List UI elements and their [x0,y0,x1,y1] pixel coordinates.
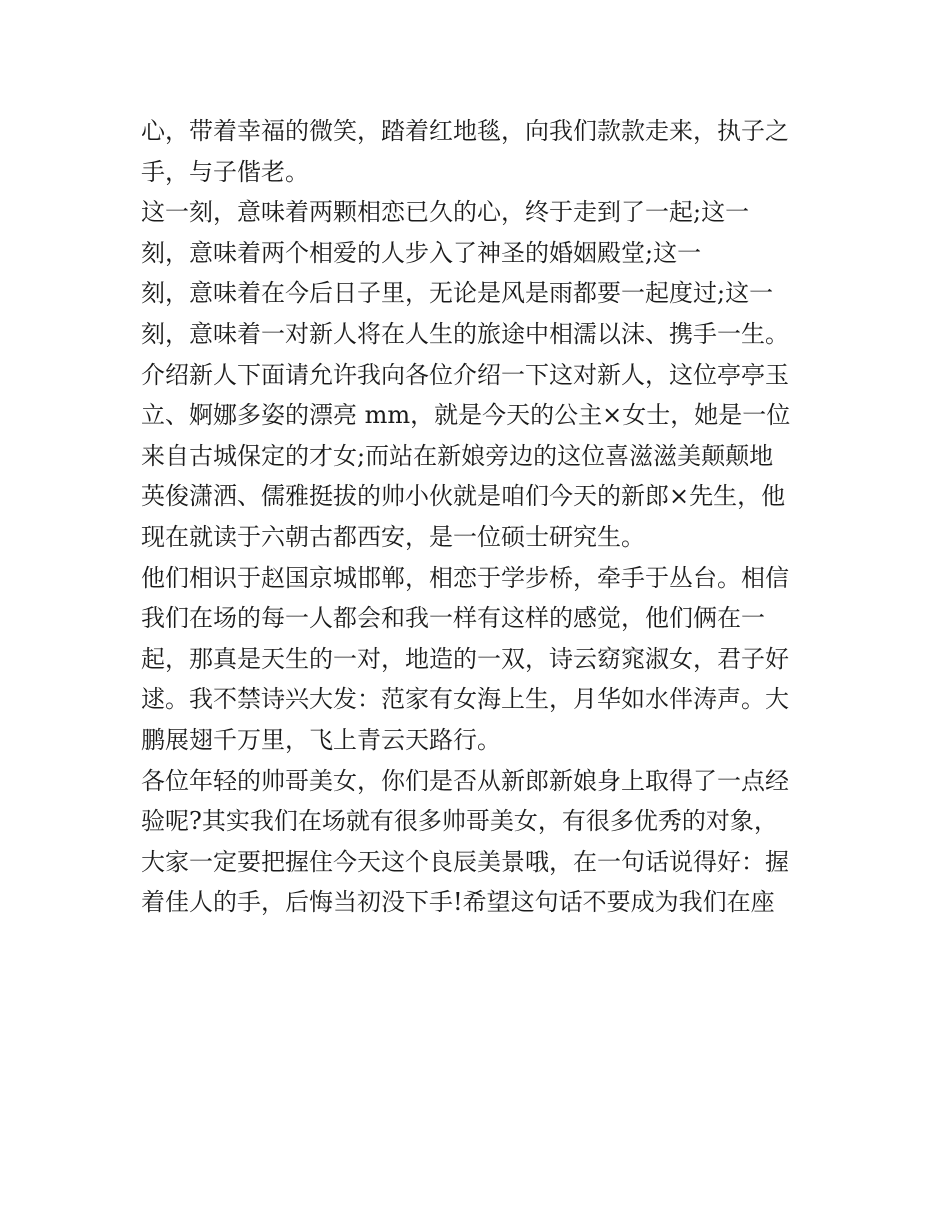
text-line: 大家一定要把握住今天这个良辰美景哦，在一句话说得好：握 [141,847,789,876]
text-line: 这一刻，意味着两颗相恋已久的心，终于走到了一起;这一 [141,198,750,227]
text-line: 刻，意味着一对新人将在人生的旅途中相濡以沫、携手一生。 [141,319,789,348]
text-line: 现在就读于六朝古都西安，是一位硕士研究生。 [141,522,645,551]
body-text [141,111,821,923]
text-line: 各位年轻的帅哥美女，你们是否从新郎新娘身上取得了一点经 [141,766,789,795]
text-line: 刻，意味着两个相爱的人步入了神圣的婚姻殿堂;这一 [141,238,702,267]
text-line: 逑。我不禁诗兴大发：范家有女海上生，月华如水伴涛声。大 [141,685,789,714]
text-line: 来自古城保定的才女;而站在新娘旁边的这位喜滋滋美颠颠地 [141,441,774,470]
text-line: 着佳人的手，后悔当初没下手!希望这句话不要成为我们在座 [141,888,775,917]
text-line: 立、婀娜多姿的漂亮 mm，就是今天的公主×女士，她是一位 [141,401,791,430]
text-line: 英俊潇洒、儒雅挺拔的帅小伙就是咱们今天的新郎×先生，他 [141,482,786,511]
text-line: 手，与子偕老。 [141,157,309,186]
text-line: 他们相识于赵国京城邯郸，相恋于学步桥，牵手于丛台。相信 [141,563,789,592]
text-line: 验呢?其实我们在场就有很多帅哥美女，有很多优秀的对象， [141,807,778,836]
text-line: 刻，意味着在今后日子里，无论是风是雨都要一起度过;这一 [141,279,774,308]
text-line: 介绍新人下面请允许我向各位介绍一下这对新人，这位亭亭玉 [141,360,789,389]
text-line: 起，那真是天生的一对，地造的一双，诗云窈窕淑女，君子好 [141,644,789,673]
text-line: 鹏展翅千万里，飞上青云天路行。 [141,725,501,754]
text-line: 心，带着幸福的微笑，踏着红地毯，向我们款款走来，执子之 [141,117,789,145]
text-line: 我们在场的每一人都会和我一样有这样的感觉，他们俩在一 [141,604,765,633]
